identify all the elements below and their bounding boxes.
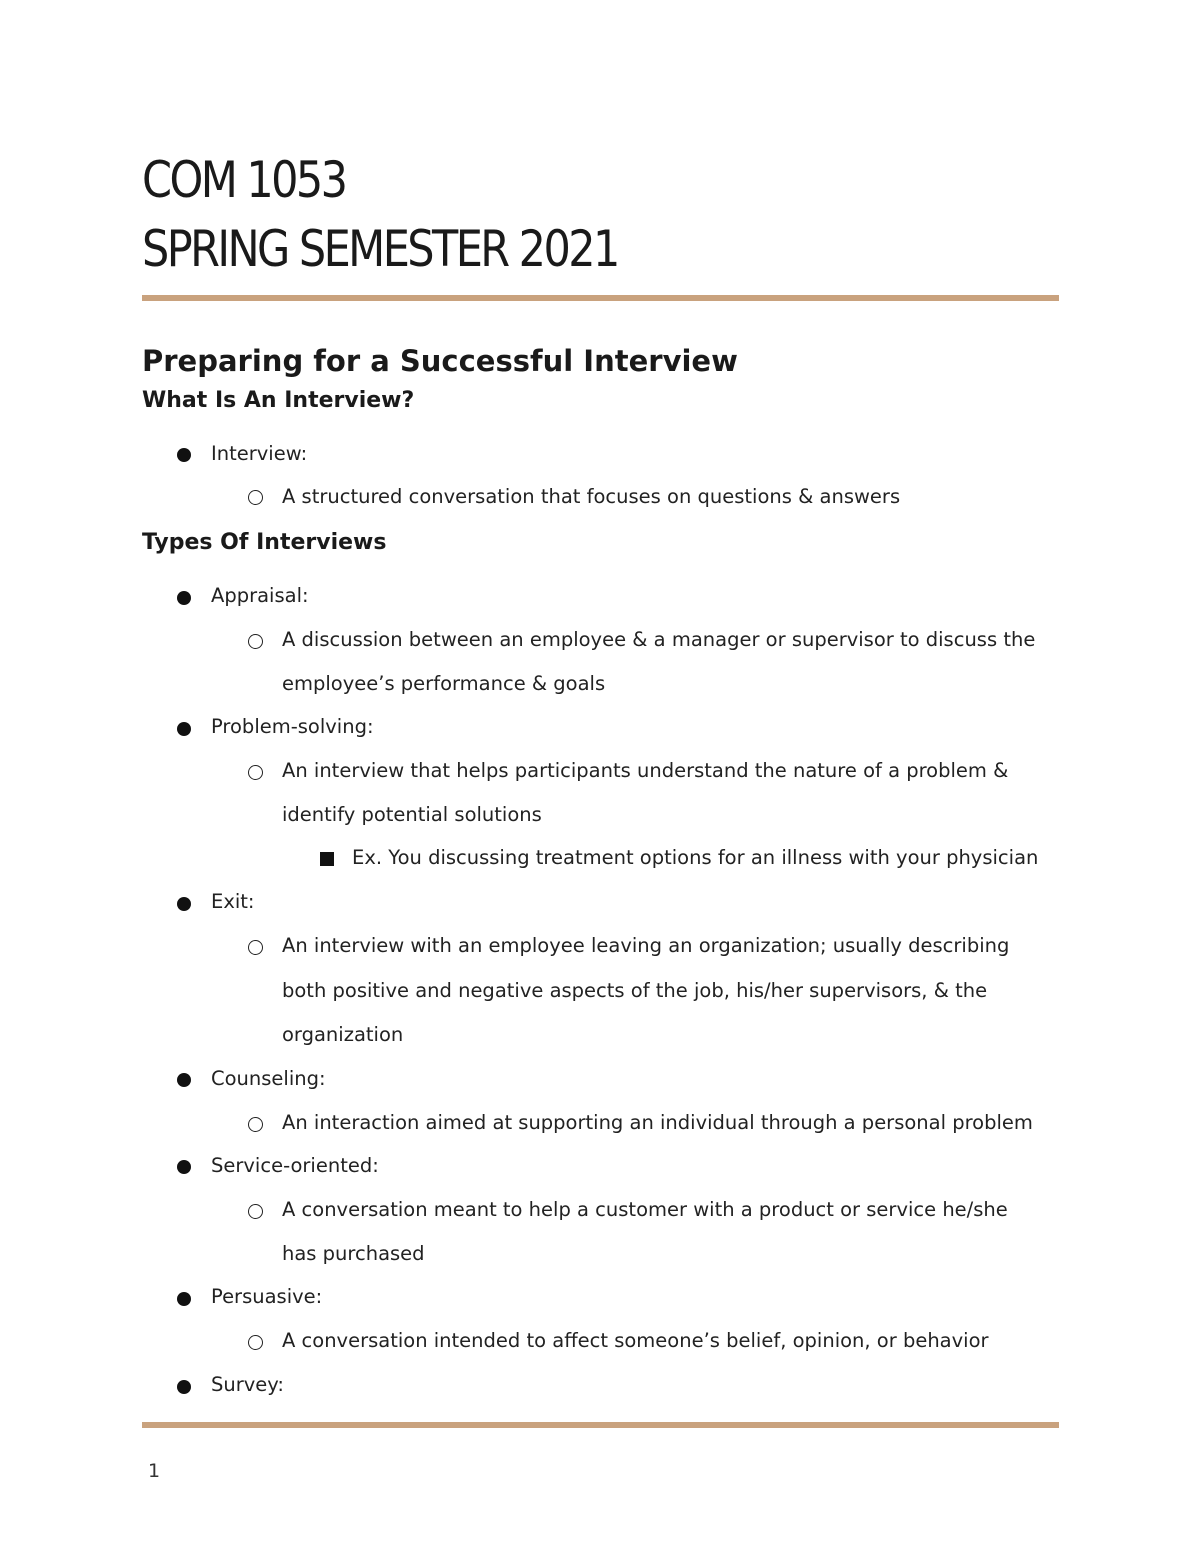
list-item-definition: A conversation meant to help a customer with a product or service he/she <box>282 1198 1008 1221</box>
bullet-disc-icon <box>177 1073 191 1087</box>
footer-divider <box>142 1422 1059 1428</box>
section-heading-types: Types Of Interviews <box>142 530 387 555</box>
semester-title: SPRING SEMESTER 2021 <box>142 220 618 278</box>
list-item-definition: both positive and negative aspects of the job, his/her supervisors, & the <box>282 979 988 1002</box>
list-item-term: Persuasive: <box>211 1285 323 1308</box>
list-item-example: Ex. You discussing treatment options for an illness with your physician <box>352 846 1039 869</box>
list-item-term: Appraisal: <box>211 584 309 607</box>
list-item-definition: An interaction aimed at supporting an individual through a personal problem <box>282 1111 1033 1134</box>
list-item-definition: An interview with an employee leaving an organization; usually describing <box>282 934 1010 957</box>
bullet-circle-icon <box>248 1204 263 1219</box>
bullet-circle-icon <box>248 490 263 505</box>
list-item-term: Service-oriented: <box>211 1154 379 1177</box>
bullet-disc-icon <box>177 1160 191 1174</box>
list-item-definition: A discussion between an employee & a manager or supervisor to discuss the <box>282 628 1036 651</box>
bullet-disc-icon <box>177 591 191 605</box>
list-item-definition: organization <box>282 1023 404 1046</box>
list-item-term: Problem-solving: <box>211 715 374 738</box>
bullet-circle-icon <box>248 1117 263 1132</box>
list-item-term: Counseling: <box>211 1067 326 1090</box>
bullet-circle-icon <box>248 1335 263 1350</box>
bullet-square-icon <box>320 852 334 866</box>
bullet-disc-icon <box>177 722 191 736</box>
list-item-definition: A conversation intended to affect someone’s belief, opinion, or behavior <box>282 1329 989 1352</box>
list-item-definition: An interview that helps participants understand the nature of a problem & <box>282 759 1009 782</box>
list-item-term: Interview: <box>211 442 308 465</box>
header-divider <box>142 295 1059 301</box>
bullet-disc-icon <box>177 1292 191 1306</box>
bullet-circle-icon <box>248 940 263 955</box>
course-code-title: COM 1053 <box>142 151 346 209</box>
bullet-disc-icon <box>177 448 191 462</box>
list-item-definition: A structured conversation that focuses on questions & answers <box>282 485 901 508</box>
page-number: 1 <box>148 1460 161 1482</box>
bullet-disc-icon <box>177 1380 191 1394</box>
bullet-circle-icon <box>248 765 263 780</box>
bullet-disc-icon <box>177 897 191 911</box>
list-item-definition: has purchased <box>282 1242 425 1265</box>
list-item-definition: identify potential solutions <box>282 803 542 826</box>
main-heading: Preparing for a Successful Interview <box>142 344 738 378</box>
bullet-circle-icon <box>248 634 263 649</box>
list-item-term: Survey: <box>211 1373 284 1396</box>
list-item-term: Exit: <box>211 890 255 913</box>
list-item-definition: employee’s performance & goals <box>282 672 606 695</box>
section-heading-what-is: What Is An Interview? <box>142 388 415 413</box>
